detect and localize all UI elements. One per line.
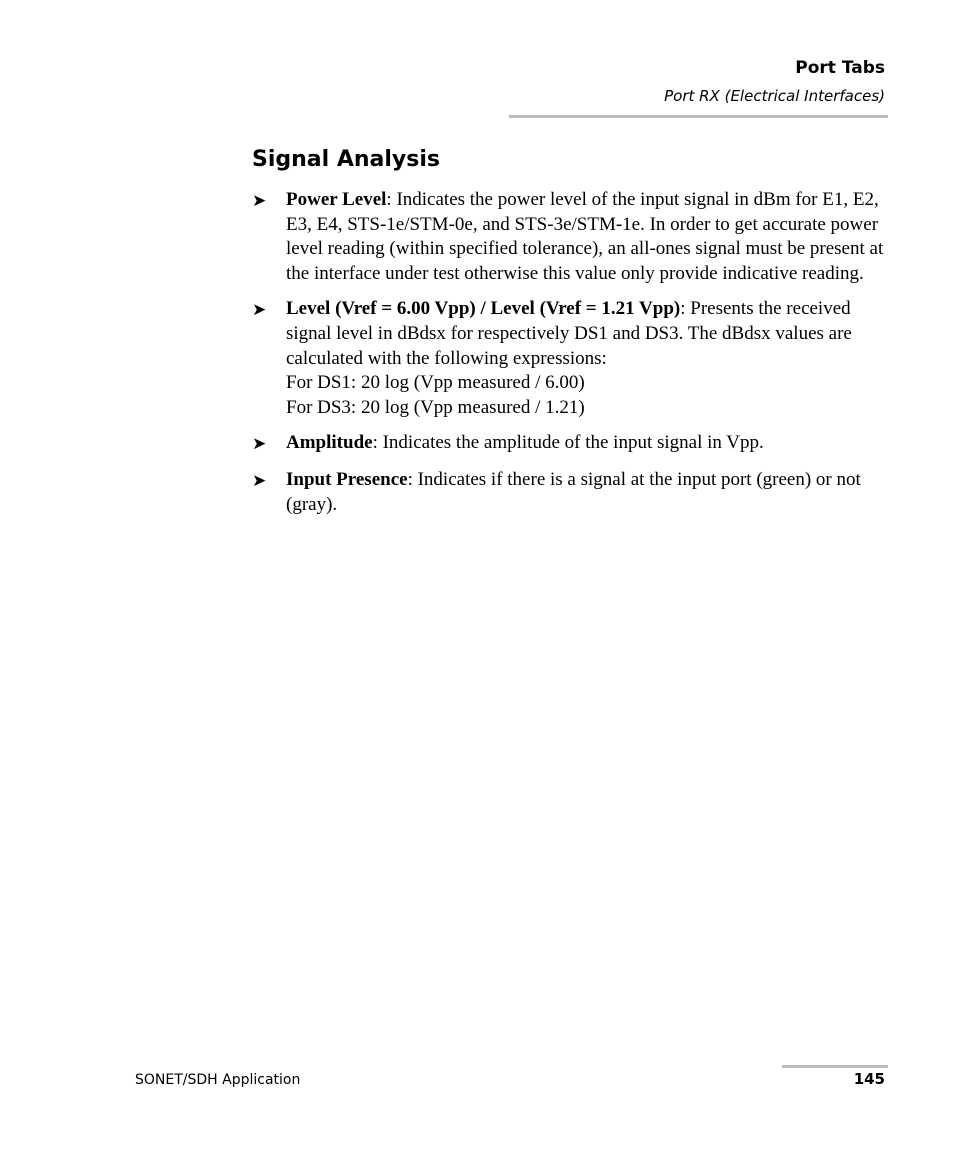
formula-ds3: For DS3: 20 log (Vpp measured / 1.21)	[286, 396, 585, 418]
bullet-description: : Presents the received signal level in dBdsx for respectively DS1 and DS3. The dBdsx values are calculated with the following expressions:	[286, 298, 852, 369]
arrowhead-bullet-icon: ➤	[252, 434, 267, 455]
bullet-text	[286, 297, 888, 420]
bullet-term: Amplitude	[286, 432, 373, 454]
bullet-item-level	[252, 297, 888, 420]
arrowhead-bullet-icon: ➤	[252, 191, 267, 211]
bullet-description: : Indicates if there is a signal at the input port (green) or not (gray).	[286, 468, 861, 515]
bullet-text	[286, 468, 888, 517]
bullet-description: : Indicates the amplitude of the input signal in Vpp.	[372, 432, 764, 454]
bullet-description: : Indicates the power level of the input signal in dBm for E1, E2, E3, E4, STS-1e/STM-0e, and STS-3e/STM-1e. In order to get accurate power level reading (within specified tolerance), an all-ones signal must be present at the interface under test otherwise this value only provide indicative reading.	[286, 189, 884, 284]
header-subtitle: Port RX (Electrical Interfaces)	[664, 87, 885, 105]
arrowhead-bullet-icon: ➤	[252, 300, 267, 321]
bullet-text	[286, 431, 888, 456]
section-heading: Signal Analysis	[252, 147, 440, 172]
bullet-term: Level (Vref = 6.00 Vpp) / Level (Vref = 1.21 Vpp)	[286, 298, 681, 320]
footer-divider	[782, 1065, 888, 1068]
bullet-term: Input Presence	[286, 468, 408, 490]
bullet-term: Power Level	[286, 189, 387, 210]
arrowhead-bullet-icon: ➤	[252, 470, 267, 491]
bullet-item-amplitude	[252, 431, 888, 457]
bullet-list	[252, 188, 888, 528]
bullet-item-input-presence	[252, 468, 888, 517]
page-number: 145	[853, 1070, 885, 1088]
bullet-text	[286, 188, 888, 286]
header-title: Port Tabs	[795, 58, 885, 78]
footer-document-title: SONET/SDH Application	[135, 1072, 301, 1088]
header-divider	[509, 115, 888, 118]
formula-ds1: For DS1: 20 log (Vpp measured / 6.00)	[286, 372, 585, 394]
bullet-item-power-level	[252, 188, 888, 286]
